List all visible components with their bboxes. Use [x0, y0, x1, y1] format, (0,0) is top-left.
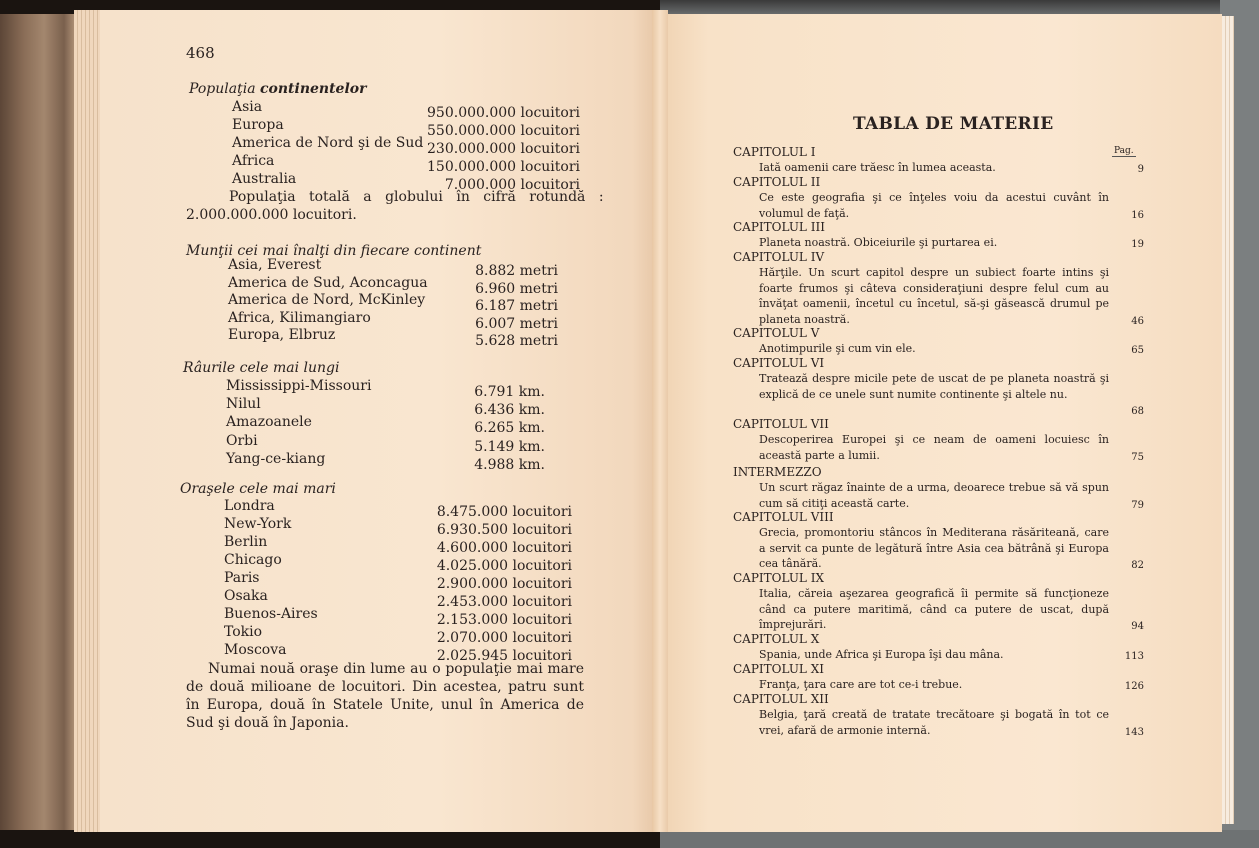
row-value: 2.070.000 locuitori: [436, 630, 572, 646]
row-name: Africa: [232, 153, 275, 169]
row-name: Asia, Everest: [228, 257, 322, 273]
section-title-mountains: Munţii cei mai înalţi din fiecare continent: [186, 243, 482, 259]
book-gutter: [652, 10, 668, 832]
row-name: America de Nord şi de Sud: [232, 135, 424, 151]
toc-chapter: CAPITOLUL IX: [733, 571, 824, 585]
row-name: Berlin: [224, 534, 268, 550]
row-value: 230.000.000 locuitori: [427, 141, 580, 157]
row-name: Osaka: [224, 588, 268, 604]
row-value: 8.882 metri: [475, 263, 558, 279]
toc-description: Spania, unde Africa şi Europa îşi dau mâna.: [759, 648, 1004, 661]
row-name: Yang-ce-kiang: [226, 450, 326, 467]
toc-chapter: CAPITOLUL VI: [733, 356, 825, 370]
background-bottom: [0, 832, 664, 848]
row-value: 2.025.945 locuitori: [436, 648, 572, 664]
row-name: Nilul: [226, 396, 261, 413]
row-value: 6.007 metri: [475, 315, 558, 332]
toc-page-number: 16: [1131, 209, 1144, 221]
row-value: 4.600.000 locuitori: [436, 540, 572, 556]
toc-description: Franţa, ţara care are tot ce-i trebue.: [759, 678, 963, 691]
row-name: Europa, Elbruz: [228, 327, 336, 343]
toc-page-number: 65: [1131, 345, 1144, 356]
row-value: 6.265 km.: [474, 420, 545, 437]
row-value: 8.475.000 locuitori: [436, 504, 572, 520]
toc-title: TABLA DE MATERIE: [853, 114, 1054, 134]
row-name: New-York: [224, 516, 292, 532]
section-title-rivers: Râurile cele mai lungi: [183, 360, 340, 376]
toc-chapter: CAPITOLUL IV: [733, 250, 825, 264]
row-name: Moscova: [224, 642, 287, 658]
toc-description: Iată oamenii care trăesc în lumea aceasta.: [759, 161, 996, 174]
page-number: 468: [186, 44, 215, 62]
toc-page-number: 68: [1131, 406, 1144, 417]
row-name: Londra: [224, 498, 275, 514]
toc-page-number: 9: [1137, 164, 1144, 175]
row-name: Amazoanele: [226, 414, 312, 431]
row-value: 6.930.500 locuitori: [436, 522, 572, 538]
section-title-cities: Oraşele cele mai mari: [180, 481, 336, 497]
row-value: 6.791 km.: [474, 384, 545, 400]
row-value: 6.187 metri: [475, 298, 558, 314]
population-total-value: 2.000.000.000 locuitori.: [186, 207, 357, 223]
row-name: Mississippi-Missouri: [226, 378, 372, 394]
row-name: Asia: [232, 99, 263, 115]
toc-chapter: CAPITOLUL I: [733, 145, 816, 159]
toc-chapter: INTERMEZZO: [733, 465, 822, 479]
toc-chapter: CAPITOLUL VII: [733, 417, 829, 431]
population-total-line: [229, 188, 604, 206]
toc-chapter: CAPITOLUL XI: [733, 662, 824, 676]
row-name: America de Sud, Aconcagua: [228, 274, 428, 291]
row-name: Tokio: [224, 624, 263, 640]
toc-page-number: 46: [1131, 315, 1144, 327]
row-name: Europa: [232, 117, 284, 133]
row-name: Africa, Kilimangiaro: [228, 309, 371, 326]
toc-description: Hărţile. Un scurt capitol despre un subiect foarte intins şi foarte frumos şi câteva consideraţiuni despre felul cum au învăţat oamenii, încetul cu încetul, să-şi găsească drumul pe planeta noastră.: [759, 266, 1109, 326]
title-part-bold: continentelor: [260, 81, 367, 97]
toc-description: Descoperirea Europei şi ce neam de oameni locuiesc în această parte a lumii.: [759, 433, 1109, 462]
toc-page-number: 75: [1131, 451, 1144, 463]
toc-chapter: CAPITOLUL XII: [733, 692, 829, 706]
row-name: Australia: [232, 171, 297, 187]
toc-description: Planeta noastră. Obiceiurile şi purtarea ei.: [759, 236, 998, 249]
toc-page-number: 19: [1131, 239, 1144, 250]
row-name: Orbi: [226, 432, 258, 449]
row-value: 150.000.000 locuitori: [427, 159, 580, 175]
toc-page-number: 113: [1124, 651, 1144, 662]
toc-description: Anotimpurile şi cum vin ele.: [759, 342, 916, 355]
toc-description: Belgia, ţară creată de tratate trecătoare şi bogată în tot ce vrei, afară de armonie internă.: [759, 708, 1109, 737]
toc-chapter: CAPITOLUL VIII: [733, 510, 834, 524]
row-value: 5.149 km.: [474, 438, 545, 455]
row-value: 6.960 metri: [475, 280, 558, 297]
toc-page-number: 126: [1124, 681, 1144, 692]
page-stack-right: [1222, 16, 1234, 824]
row-value: 550.000.000 locuitori: [427, 123, 580, 139]
cities-paragraph: Numai nouă oraşe din lume au o populaţie mai mare de două milioane de locuitori. Din acestea, patru sunt în Europa, două în Statele Unite, unul în America de Sud şi două în Japonia.: [186, 661, 584, 731]
toc-chapter: CAPITOLUL II: [733, 175, 821, 189]
row-value: 6.436 km.: [474, 402, 545, 419]
toc-page-number: 79: [1131, 499, 1144, 511]
row-name: Chicago: [224, 552, 282, 568]
book-spine-edge: [0, 14, 80, 830]
row-value: 7.000.000 locuitori: [444, 177, 580, 193]
title-part: Populaţia: [189, 81, 256, 97]
row-name: America de Nord, McKinley: [228, 292, 426, 308]
row-value: 2.900.000 locuitori: [436, 576, 572, 592]
row-value: 2.153.000 locuitori: [436, 612, 572, 628]
row-value: 5.628 metri: [475, 333, 558, 349]
toc-description: Italia, căreia aşezarea geografică îi permite să funcţioneze când ca putere maritimă, când ca putere de uscat, după împrejurări.: [759, 587, 1109, 631]
section-title-population: [189, 80, 367, 98]
row-value: 2.453.000 locuitori: [436, 594, 572, 610]
row-value: 4.025.000 locuitori: [436, 558, 572, 574]
row-value: 4.988 km.: [474, 456, 545, 473]
row-name: Buenos-Aires: [224, 606, 318, 622]
toc-chapter: CAPITOLUL X: [733, 632, 820, 646]
toc-chapter: CAPITOLUL V: [733, 326, 820, 340]
row-value: 950.000.000 locuitori: [427, 105, 580, 121]
toc-chapter: CAPITOLUL III: [733, 220, 825, 234]
toc-page-number: 143: [1124, 726, 1144, 738]
pag-column-label: Pag.: [1114, 146, 1134, 156]
total-text: Populaţia totală a globului în cifră rotundă :: [229, 189, 604, 205]
toc-description: Grecia, promontoriu stâncos în Mediterana răsăriteană, care a servit ca punte de legătură între Asia cea bătrână şi Europa cea tânără.: [759, 526, 1109, 570]
book-cover-bottom: [660, 830, 1259, 848]
toc-description: Tratează despre micile pete de uscat de pe planeta noastră şi explică de ce unele sunt numite continente şi altele nu.: [759, 372, 1109, 401]
toc-description: Un scurt răgaz înainte de a urma, deoarece trebue să vă spun cum să citiţi această carte.: [759, 481, 1109, 510]
toc-page-number: 82: [1131, 560, 1144, 571]
toc-page-number: 94: [1131, 621, 1144, 632]
toc-description: Ce este geografia şi ce înţeles voiu da acestui cuvânt în volumul de faţă.: [759, 191, 1109, 220]
row-name: Paris: [224, 570, 260, 586]
